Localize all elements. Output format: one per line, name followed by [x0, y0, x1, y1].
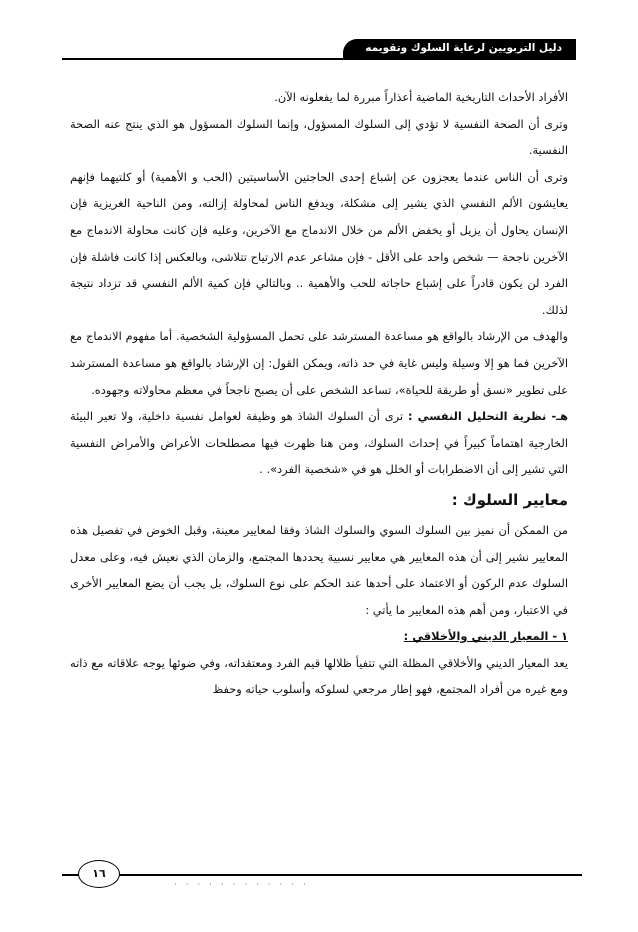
paragraph-2: وترى أن الصحة النفسية لا تؤدي إلى السلوك المسؤول، وإنما السلوك المسؤول هو الذي ينتج عنه الصحة النفسية.	[70, 116, 568, 158]
page-number: ١٦	[78, 860, 120, 888]
page-footer	[62, 860, 582, 900]
page-body	[70, 84, 568, 854]
section-title-psychoanalysis: هـ- نظرية التحليل النفسي :	[407, 409, 568, 424]
subheading-religious-criterion: ١ - المعيار الديني والأخلاقي :	[403, 629, 568, 644]
behavior-criteria-heading: معايير السلوك :	[451, 490, 568, 509]
footer-dots: · · · · · · · · · · · ·	[174, 880, 309, 890]
footer-rule	[62, 874, 582, 876]
paragraph-3: وترى أن الناس عندما يعجزون عن إشباع إحدى الحاجتين الأساسيتين (الحب و الأهمية) أو كلتيهما فإنهم يعايشون الألم النفسي الذي يشير إلى مشكلة، ويدفع الناس لمحاولة إزالته، ومن الناحية الغريزية فإن الإنسان يحاول أن يزيل أو يخفض الألم من خلال الاندماج مع الآخرين، وعليه فإن كانت محاولة الاندماج مع الآخرين ناجحة — شخص واحد على الأقل - فإن مشاعر عدم الارتياح تتلاشى، وبالعكس إذا كانت فاشلة فإن الفرد لن يكون قادراً على إشباع حاجاته للحب والأهمية .. وبالتالي فإن كمية الألم النفسي قد تزداد نتيجة لذلك.	[70, 169, 568, 317]
paragraph-5	[70, 403, 568, 483]
section-text-psychoanalysis: ترى أن السلوك الشاذ هو وظيفة لعوامل نفسية داخلية، ولا تعير البيئة الخارجية اهتماماً كبيراً في إحداث السلوك، ومن هنا ظهرت فيها مصطلحات الأعراض والأمراض النفسية التي تشير إلى أن الاضطرابات أو الخلل هو في «شخصية الفرد». .	[70, 409, 568, 477]
header-title: دليل التربويين لرعاية السلوك وتقويمه	[343, 39, 576, 58]
paragraph-7: يعد المعيار الديني والأخلاقي المظلة التي تتفيأ ظلالها قيم الفرد ومعتقداته، وفي ضوئها يوجه علاقاته مع ذاته ومع غيره من أفراد المجتمع، فهو إطار مرجعي لسلوكه وأسلوب حياته وحفظ	[70, 655, 568, 697]
header-rule	[62, 58, 576, 60]
running-header	[62, 36, 576, 62]
paragraph-6: من الممكن أن نميز بين السلوك السوي والسلوك الشاذ وفقا لمعايير معينة، وقبل الخوض في تفصيل هذه المعايير نشير إلى أن هذه المعايير هي معايير نسبية يحددها المجتمع، والزمان الذي نعيش فيه، وعلى معدل السلوك عدم الركون أو الاعتماد على أحدها عند الحكم على نوع السلوك، بل يجب أن يضع المعايير الأخرى في الاعتبار، ومن أهم هذه المعايير ما يأتي :	[70, 522, 568, 617]
paragraph-1: الأفراد الأحداث التاريخية الماضية أعذاراً مبررة لما يفعلونه الآن.	[274, 90, 568, 104]
paragraph-4: والهدف من الإرشاد بالواقع هو مساعدة المسترشد على تحمل المسؤولية الشخصية. أما مفهوم الاندماج مع الآخرين فما هو إلا وسيلة وليس غاية في حد ذاته، ويمكن القول: إن الإرشاد بالواقع هو مساعدة المسترشد على تطوير «نسق أو طريقة للحياة»، تساعد الشخص على أن يصبح ناجحاً في معظم محاولاته وجهوده.	[70, 329, 568, 397]
